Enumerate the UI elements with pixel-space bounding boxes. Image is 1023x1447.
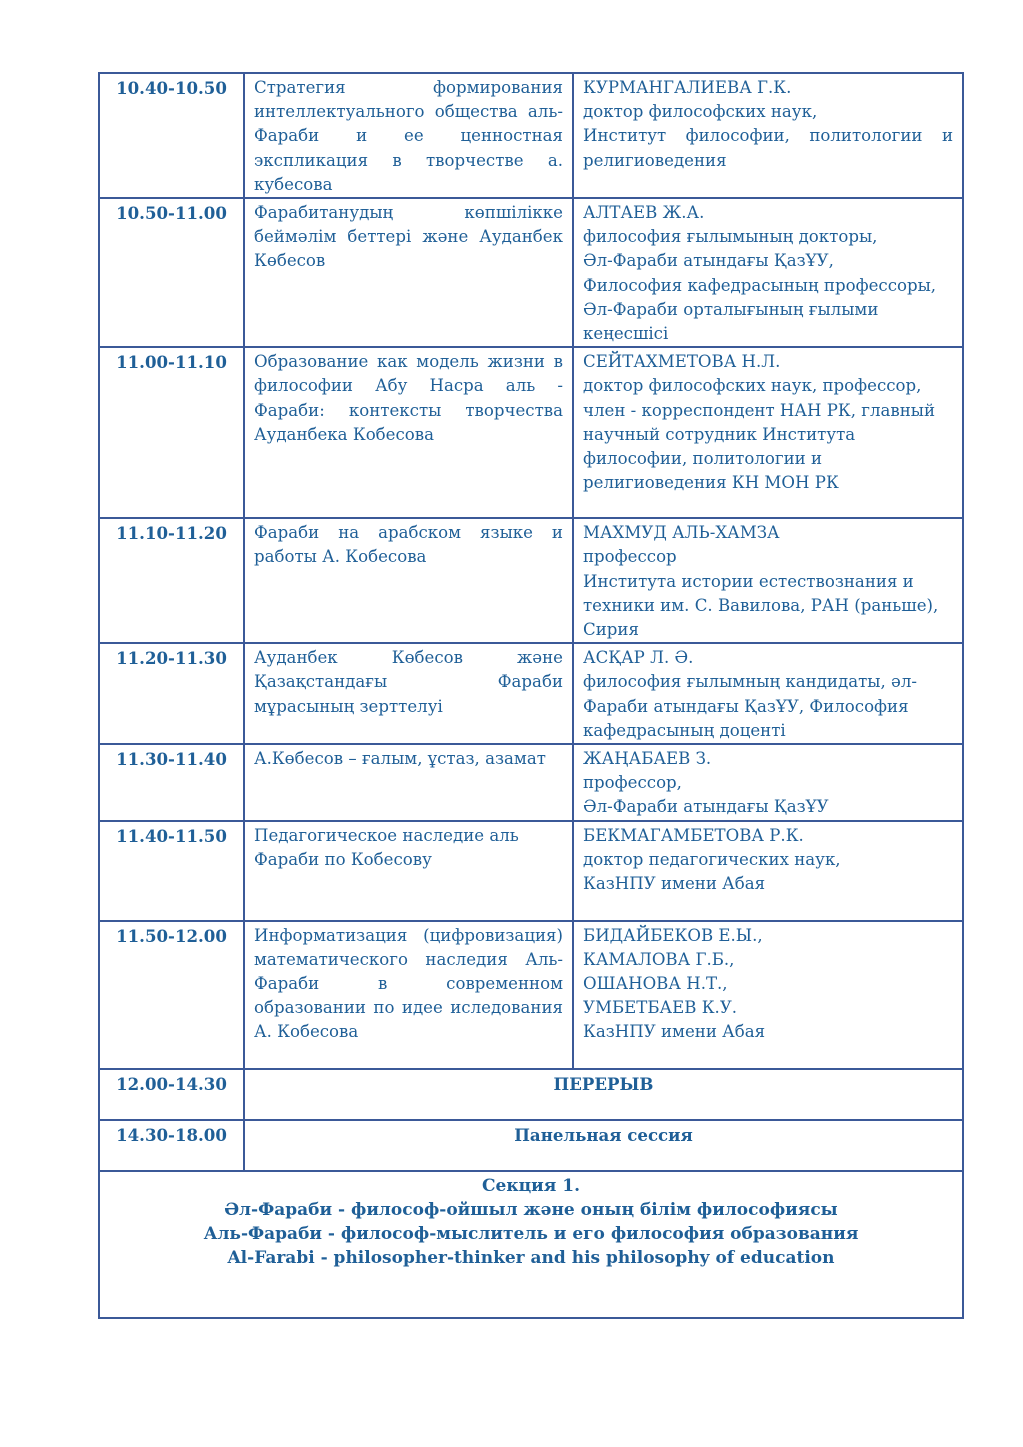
speaker-name: БИДАЙБЕКОВ Е.Ы., xyxy=(583,925,763,945)
time-cell: 11.50-12.00 xyxy=(99,921,244,1069)
break-row xyxy=(99,1069,963,1120)
topic-cell: Образование как модель жизни в философии Абу Насра аль - Фараби: контексты творчества Ауданбека Кобесова xyxy=(244,347,573,518)
speaker-detail: профессор xyxy=(583,547,677,567)
section-title-en: Al-Farabi - philosopher-thinker and his philosophy of education xyxy=(227,1248,835,1269)
speaker-name: УМБЕТБАЕВ К.У. xyxy=(583,998,738,1018)
break-time-cell: 12.00-14.30 xyxy=(99,1069,244,1120)
speaker-name: АЛТАЕВ Ж.А. xyxy=(583,203,705,223)
speaker-detail: Институт философии, политологии и религиоведения xyxy=(583,126,953,170)
table-row xyxy=(99,73,963,198)
time-cell: 11.10-11.20 xyxy=(99,518,244,643)
break-label: ПЕРЕРЫВ xyxy=(244,1069,963,1120)
table-row xyxy=(99,744,963,821)
speaker-name: МАХМУД АЛЬ-ХАМЗА xyxy=(583,523,780,543)
table-row xyxy=(99,921,963,1069)
speaker-cell xyxy=(573,821,963,921)
topic-cell: Информатизация (цифровизация) математического наследия Аль-Фараби в современном образовании по идее иследования А. Кобесова xyxy=(244,921,573,1069)
speaker-cell xyxy=(573,518,963,643)
panel-row xyxy=(99,1120,963,1171)
speaker-detail: КазНПУ имени Абая xyxy=(583,874,766,894)
speaker-name: БЕКМАГАМБЕТОВА Р.К. xyxy=(583,825,804,845)
speaker-detail: профессор, xyxy=(583,773,682,793)
speaker-cell xyxy=(573,73,963,198)
speaker-name: АСҚАР Л. Ә. xyxy=(583,648,694,668)
table-row xyxy=(99,347,963,518)
speaker-detail: Института истории естествознания и техники им. С. Вавилова, РАН (раньше), Сирия xyxy=(583,571,939,640)
speaker-name: ЖАҢАБАЕВ З. xyxy=(583,749,712,769)
speaker-detail: доктор педагогических наук, xyxy=(583,849,841,869)
section-header xyxy=(99,1171,963,1318)
topic-cell: А.Көбесов – ғалым, ұстаз, азамат xyxy=(244,744,573,821)
topic-cell: Фарабитанудың көпшілікке беймәлім беттері және Ауданбек Көбесов xyxy=(244,198,573,347)
table-row xyxy=(99,518,963,643)
table-row xyxy=(99,821,963,921)
speaker-detail: Философия кафедрасының профессоры, Әл-Фараби орталығының ғылыми кеңесшісі xyxy=(583,275,937,344)
speaker-detail: КазНПУ имени Абая xyxy=(583,1022,766,1042)
time-cell: 11.20-11.30 xyxy=(99,643,244,744)
topic-cell: Педагогическое наследие аль Фараби по Кобесову xyxy=(244,821,573,921)
speaker-detail: доктор философских наук, xyxy=(583,102,818,122)
topic-cell: Ауданбек Көбесов және Қазақстандағы Фараби мұрасының зерттелуі xyxy=(244,643,573,744)
speaker-detail: Әл-Фараби атындағы ҚазҰУ, xyxy=(583,251,834,271)
time-cell: 10.40-10.50 xyxy=(99,73,244,198)
speaker-name: КАМАЛОВА Г.Б., xyxy=(583,949,735,969)
speaker-name: КУРМАНГАЛИЕВА Г.К. xyxy=(583,78,792,97)
speaker-detail: философия ғылымының докторы, xyxy=(583,227,878,247)
speaker-cell xyxy=(573,198,963,347)
speaker-name: СЕЙТАХМЕТОВА Н.Л. xyxy=(583,352,781,372)
section-number: Секция 1. xyxy=(481,1175,580,1196)
panel-time-cell: 14.30-18.00 xyxy=(99,1120,244,1171)
time-cell: 10.50-11.00 xyxy=(99,198,244,347)
section-title-kk: Әл-Фараби - философ-ойшыл және оның білім философиясы xyxy=(224,1199,838,1220)
speaker-detail: Әл-Фараби атындағы ҚазҰУ xyxy=(583,797,829,817)
speaker-cell xyxy=(573,744,963,821)
topic-cell: Фараби на арабском языке и работы А. Кобесова xyxy=(244,518,573,643)
time-cell: 11.00-11.10 xyxy=(99,347,244,518)
speaker-detail: философия ғылымның кандидаты, әл-Фараби атындағы ҚазҰУ, Философия кафедрасының доценті xyxy=(583,672,917,740)
time-cell: 11.40-11.50 xyxy=(99,821,244,921)
schedule-table xyxy=(98,72,964,1319)
section-title-ru: Аль-Фараби - философ-мыслитель и его философия образования xyxy=(203,1224,859,1245)
table-row xyxy=(99,198,963,347)
table-row xyxy=(99,643,963,744)
speaker-name: ОШАНОВА Н.Т., xyxy=(583,974,728,994)
speaker-cell xyxy=(573,643,963,744)
panel-label: Панельная сессия xyxy=(244,1120,963,1171)
speaker-cell xyxy=(573,347,963,518)
speaker-cell xyxy=(573,921,963,1069)
speaker-detail: доктор философских наук, профессор, член - корреспондент НАН РК, главный научный сотрудник Института философии, политологии и религиоведения КН МОН РК xyxy=(583,376,936,493)
time-cell: 11.30-11.40 xyxy=(99,744,244,821)
section-row xyxy=(99,1171,963,1318)
topic-cell: Стратегия формирования интеллектуального общества аль-Фараби и ее ценностная экспликация в творчестве а. кубесова xyxy=(244,73,573,198)
